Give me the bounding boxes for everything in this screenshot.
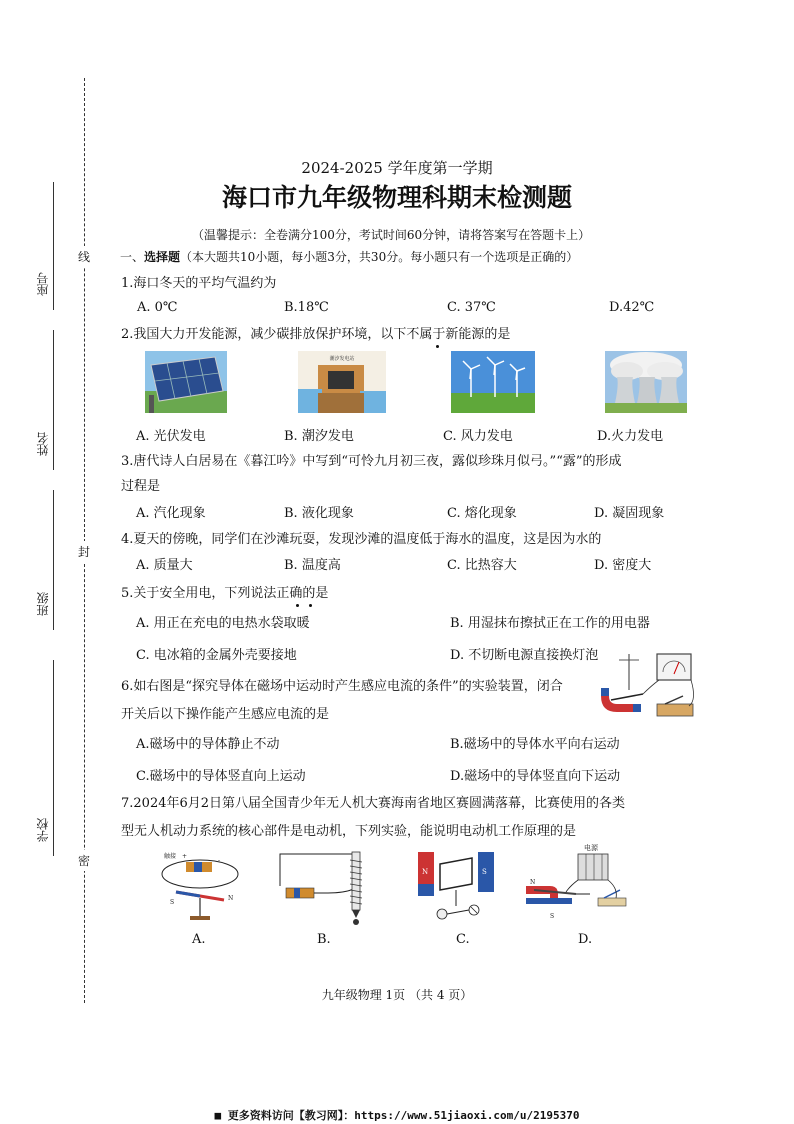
- q5-option-c[interactable]: C. 电冰箱的金属外壳要接地: [136, 648, 297, 663]
- q4-option-b[interactable]: B. 温度高: [284, 558, 341, 573]
- q3-option-a[interactable]: A. 汽化现象: [136, 506, 206, 521]
- section-heading-bold: 选择题: [144, 250, 181, 264]
- class-field[interactable]: [53, 490, 54, 630]
- q3-option-d[interactable]: D. 凝固现象: [594, 506, 665, 521]
- q2-image-wind: [451, 351, 535, 413]
- q5-option-a[interactable]: A. 用正在充电的电热水袋取暖: [136, 616, 310, 631]
- q2-option-a[interactable]: A. 光伏发电: [136, 429, 206, 444]
- q7c-label-n: N: [422, 868, 429, 876]
- q7-figure-b: [266, 848, 376, 928]
- q7d-label-power: 电源: [584, 844, 598, 852]
- emphasis-dot: [309, 604, 312, 607]
- binding-label-school: 学校: [36, 818, 50, 842]
- q7c-label-s: S: [482, 868, 487, 876]
- q7a-label-touch: 触接: [164, 853, 177, 860]
- q3-stem-line2: 过程是: [121, 479, 161, 494]
- q7-figure-a: [158, 848, 242, 928]
- binding-label-seat: 座号: [36, 272, 50, 296]
- q5-stem: 5.关于安全用电，下列说法正确的是: [121, 586, 329, 601]
- page-title: 海口市九年级物理科期末检测题: [221, 183, 572, 212]
- q7-option-d[interactable]: D.: [578, 932, 593, 947]
- q4-option-c[interactable]: C. 比热容大: [447, 558, 517, 573]
- q3-option-b[interactable]: B. 液化现象: [284, 506, 354, 521]
- q7-figure-d: [520, 842, 630, 928]
- q4-stem: 4.夏天的傍晚，同学们在沙滩玩耍，发现沙滩的温度低于海水的温度，这是因为水的: [121, 532, 602, 547]
- q7-option-b[interactable]: B.: [317, 932, 331, 947]
- section-heading: [120, 249, 578, 265]
- q3-option-c[interactable]: C. 熔化现象: [447, 506, 517, 521]
- q7-option-a[interactable]: A.: [192, 932, 206, 947]
- q7d-label-n: N: [530, 879, 536, 886]
- section-heading-rest: （本大题共10小题，每小题3分，共30分。每小题只有一个选项是正确的）: [180, 250, 579, 264]
- q6-option-a[interactable]: A.磁场中的导体静止不动: [136, 737, 280, 752]
- q6-option-b[interactable]: B.磁场中的导体水平向右运动: [450, 737, 620, 752]
- q7d-label-s: S: [550, 913, 555, 920]
- year-term: 2024-2025 学年度第一学期: [301, 159, 493, 177]
- q4-option-d[interactable]: D. 密度大: [594, 558, 652, 573]
- q6-stem-line1: 6.如右图是“探究导体在磁场中运动时产生感应电流的条件”的实验装置，闭合: [121, 679, 563, 694]
- q1-stem: 1.海口冬天的平均气温约为: [121, 276, 277, 291]
- page-footer: 九年级物理 1页 （共 4 页）: [321, 988, 473, 1002]
- seal-mark-seal: 封: [78, 541, 90, 562]
- q2-image-tidal: [298, 351, 386, 413]
- seal-mark-line: 线: [78, 246, 90, 267]
- q6-apparatus-image: [597, 650, 699, 728]
- q1-option-a[interactable]: A. 0℃: [137, 300, 178, 315]
- q2-stem: 2.我国大力开发能源，减少碳排放保护环境，以下不属于新能源的是: [121, 327, 511, 342]
- q1-option-b[interactable]: B.18℃: [284, 300, 329, 315]
- name-field[interactable]: [53, 330, 54, 470]
- q2-option-d[interactable]: D.火力发电: [597, 429, 664, 444]
- q2-image-solar: [145, 351, 227, 413]
- q7a-label-n: N: [228, 895, 234, 902]
- q5-option-d[interactable]: D. 不切断电源直接换灯泡: [450, 648, 599, 663]
- notice: （温馨提示：全卷满分100分，考试时间60分钟，请将答案写在答题卡上）: [192, 228, 591, 242]
- q7-stem-line1: 7.2024年6月2日第八届全国青少年无人机大赛海南省地区赛圆满落幕，比赛使用的各类: [121, 796, 626, 811]
- q7-stem-line2: 型无人机动力系统的核心部件是电动机，下列实验，能说明电动机工作原理的是: [121, 824, 577, 839]
- binding-label-name: 姓名: [36, 432, 50, 456]
- q2b-label: 潮汐发电站: [329, 356, 355, 362]
- q7-figure-c: [414, 844, 500, 928]
- section-prefix: 一、: [120, 250, 145, 264]
- q7a-label-s: S: [170, 899, 175, 906]
- q4-option-a[interactable]: A. 质量大: [136, 558, 193, 573]
- q2-option-c[interactable]: C. 风力发电: [443, 429, 513, 444]
- emphasis-dot: [296, 604, 299, 607]
- q3-stem-line1: 3.唐代诗人白居易在《暮江吟》中写到“可怜九月初三夜，露似珍珠月似弓。”“露”的形成: [121, 454, 622, 469]
- q2-image-thermal: [605, 351, 687, 413]
- q6-stem-line2: 开关后以下操作能产生感应电流的是: [121, 707, 330, 722]
- download-link[interactable]: ■ 更多资料访问【教习网】：https://www.51jiaoxi.com/u/2195370: [214, 1109, 580, 1122]
- q7a-label-minus: -: [218, 857, 221, 864]
- q1-option-c[interactable]: C. 37℃: [447, 300, 496, 315]
- seal-mark-secret: 密: [78, 850, 90, 871]
- emphasis-dot: [436, 345, 439, 348]
- school-field[interactable]: [53, 660, 54, 856]
- q5-option-b[interactable]: B. 用湿抹布擦拭正在工作的用电器: [450, 616, 650, 631]
- q6-option-d[interactable]: D.磁场中的导体竖直向下运动: [450, 769, 621, 784]
- q7a-label-plus: +: [182, 853, 188, 860]
- q7-option-c[interactable]: C.: [456, 932, 470, 947]
- q2-option-b[interactable]: B. 潮汐发电: [284, 429, 354, 444]
- q1-option-d[interactable]: D.42℃: [609, 300, 655, 315]
- binding-label-class: 班级: [36, 592, 50, 616]
- q6-option-c[interactable]: C.磁场中的导体竖直向上运动: [136, 769, 306, 784]
